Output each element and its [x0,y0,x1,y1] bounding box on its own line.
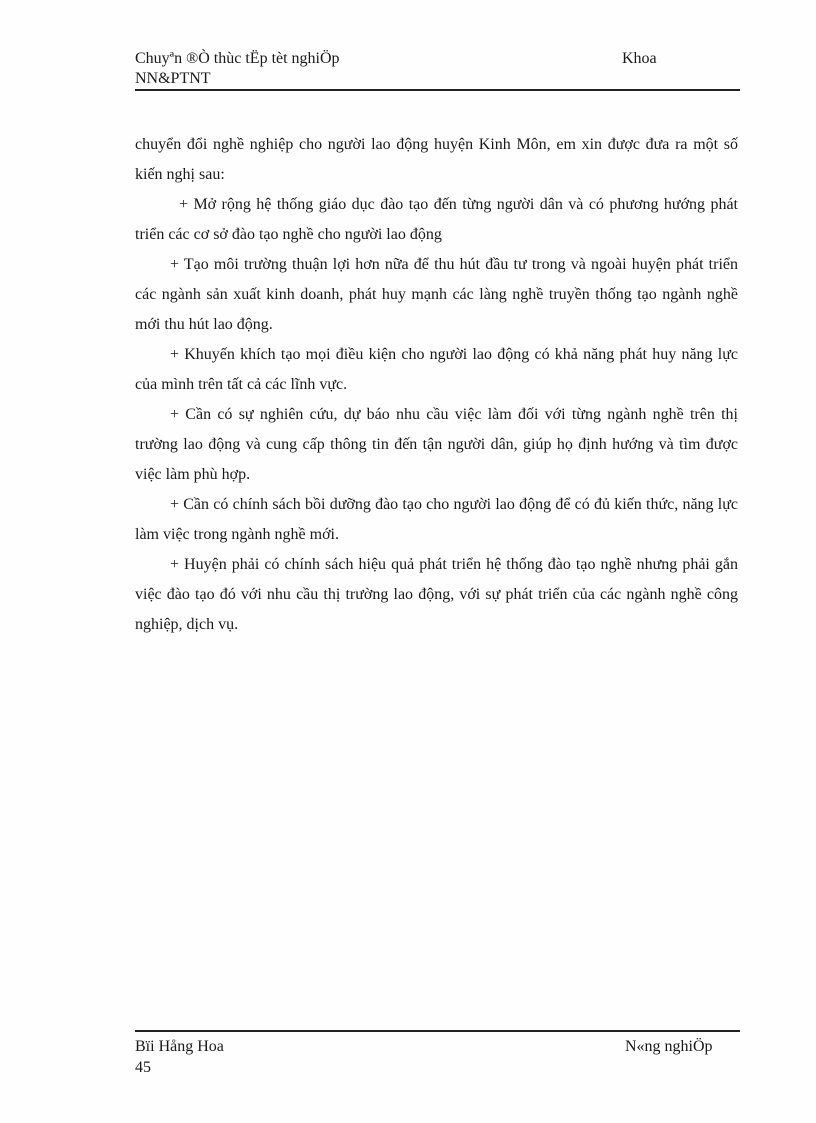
header-department: Khoa [622,50,657,67]
page-number: 45 [135,1059,151,1076]
recommendation-item: + Cần có sự nghiên cứu, dự báo nhu cầu việc làm đối với từng ngành nghề trên thị trường lao động và cung cấp thông tin đến tận người dân, giúp họ định hướng và tìm được việc làm phù hợp. [135,406,738,483]
recommendation-item: + Mở rộng hệ thống giáo dục đào tạo đến từng người dân và có phương hướng phát triển các cơ sở đào tạo nghề cho người lao động [135,196,738,243]
page-body [135,130,738,640]
recommendation-item: + Khuyến khích tạo mọi điều kiện cho người lao động có khả năng phát huy năng lực của mình trên tất cả các lĩnh vực. [135,346,738,393]
recommendation-item: + Huyện phải có chính sách hiệu quả phát triển hệ thống đào tạo nghề nhưng phải gắn việc đào tạo đó với nhu cầu thị trường lao động, với sự phát triển của các ngành nghề công nghiệp, dịch vụ. [135,556,738,633]
footer-field: N«ng nghiÖp [625,1038,713,1055]
header-divider [135,89,740,91]
recommendation-item: + Tạo môi trường thuận lợi hơn nữa để thu hút đầu tư trong và ngoài huyện phát triển các ngành sản xuất kinh doanh, phát huy mạnh các làng nghề truyền thống tạo ngành nghề mới thu hút lao động. [135,256,738,333]
footer-divider [135,1030,740,1032]
footer-author: Bïi Hång Hoa [135,1038,224,1055]
body-paragraph: chuyển đổi nghề nghiệp cho người lao động huyện Kinh Môn, em xin được đưa ra một số kiến nghị sau: [135,136,738,183]
header-title: Chuyªn ®Ò thùc tËp tèt nghiÖp [135,50,340,67]
recommendation-item: + Cần có chính sách bồi dưỡng đào tạo cho người lao động để có đủ kiến thức, năng lực làm việc trong ngành nghề mới. [135,496,738,543]
header-department-line2: NN&PTNT [135,70,211,87]
